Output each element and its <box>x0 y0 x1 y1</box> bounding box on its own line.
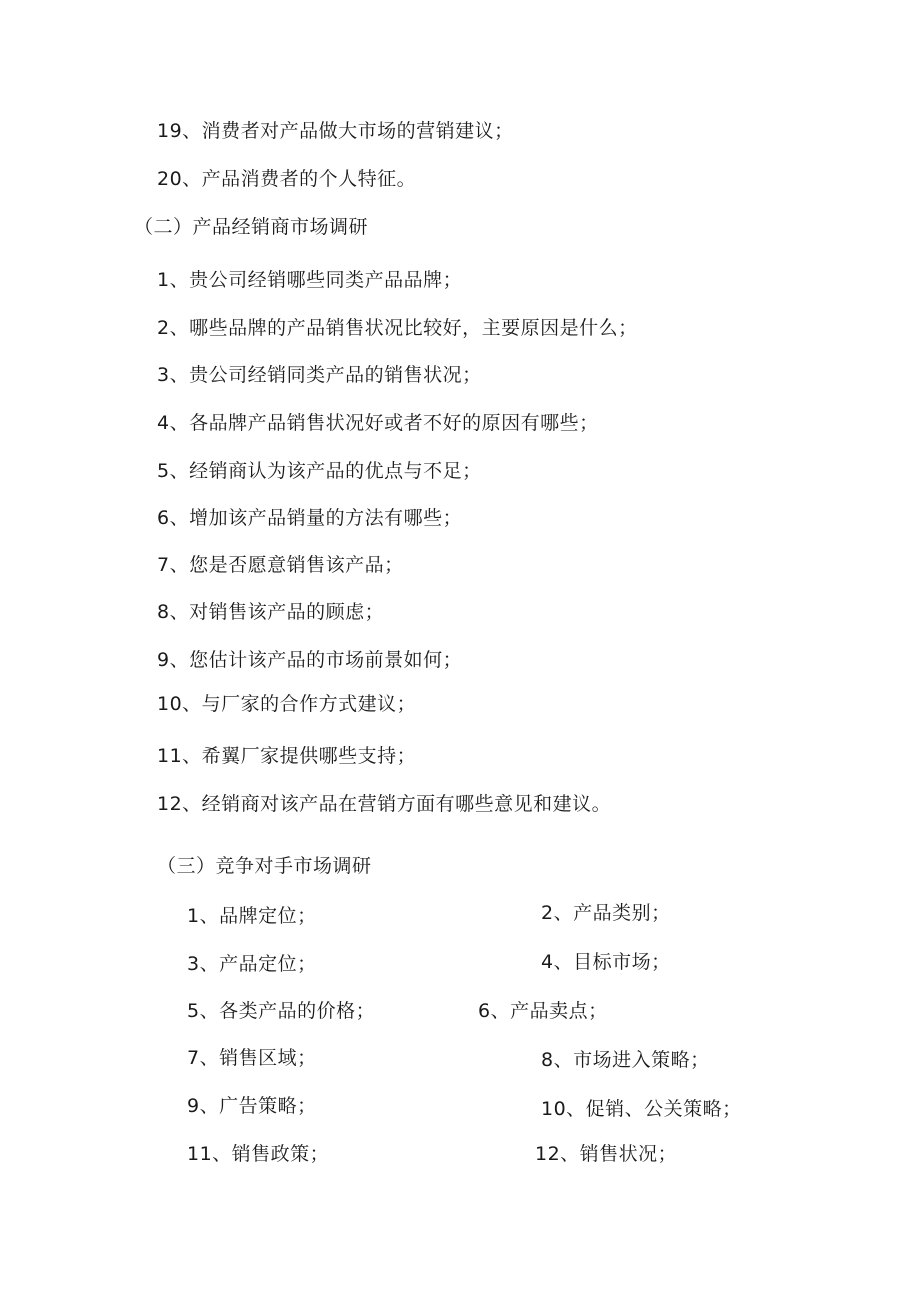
section-heading-distributor-research: （二）产品经销商市场调研 <box>134 216 369 238</box>
list-item: 4、各品牌产品销售状况好或者不好的原因有哪些； <box>157 412 599 434</box>
list-item: 11、销售政策； <box>187 1143 330 1165</box>
list-item: 1、贵公司经销哪些同类产品品牌； <box>157 269 463 291</box>
list-item: 8、对销售该产品的顾虑； <box>157 601 385 623</box>
section-heading-competitor-research: （三）竞争对手市场调研 <box>157 855 372 877</box>
list-item: 9、您估计该产品的市场前景如何； <box>157 649 463 671</box>
list-item: 20、产品消费者的个人特征。 <box>157 168 417 190</box>
list-item: 5、各类产品的价格； <box>187 1000 376 1022</box>
list-item: 10、与厂家的合作方式建议； <box>157 693 417 715</box>
list-item: 12、经销商对该产品在营销方面有哪些意见和建议。 <box>157 793 612 815</box>
list-item: 3、贵公司经销同类产品的销售状况； <box>157 364 482 386</box>
list-item: 2、哪些品牌的产品销售状况比较好，主要原因是什么； <box>157 317 638 339</box>
list-item: 7、您是否愿意销售该产品； <box>157 554 404 576</box>
list-item: 9、广告策略； <box>187 1095 317 1117</box>
list-item: 10、促销、公关策略； <box>541 1098 742 1120</box>
list-item: 19、消费者对产品做大市场的营销建议； <box>157 120 514 142</box>
list-item: 8、市场进入策略； <box>541 1049 710 1071</box>
list-item: 4、目标市场； <box>541 951 671 973</box>
list-item: 11、希翼厂家提供哪些支持； <box>157 745 417 767</box>
list-item: 3、产品定位； <box>187 953 317 975</box>
list-item: 1、品牌定位； <box>187 905 317 927</box>
list-item: 6、产品卖点； <box>478 1000 608 1022</box>
list-item: 5、经销商认为该产品的优点与不足； <box>157 460 482 482</box>
list-item: 7、销售区域； <box>187 1047 317 1069</box>
list-item: 2、产品类别； <box>541 902 671 924</box>
list-item: 12、销售状况； <box>535 1143 678 1165</box>
list-item: 6、增加该产品销量的方法有哪些； <box>157 507 463 529</box>
